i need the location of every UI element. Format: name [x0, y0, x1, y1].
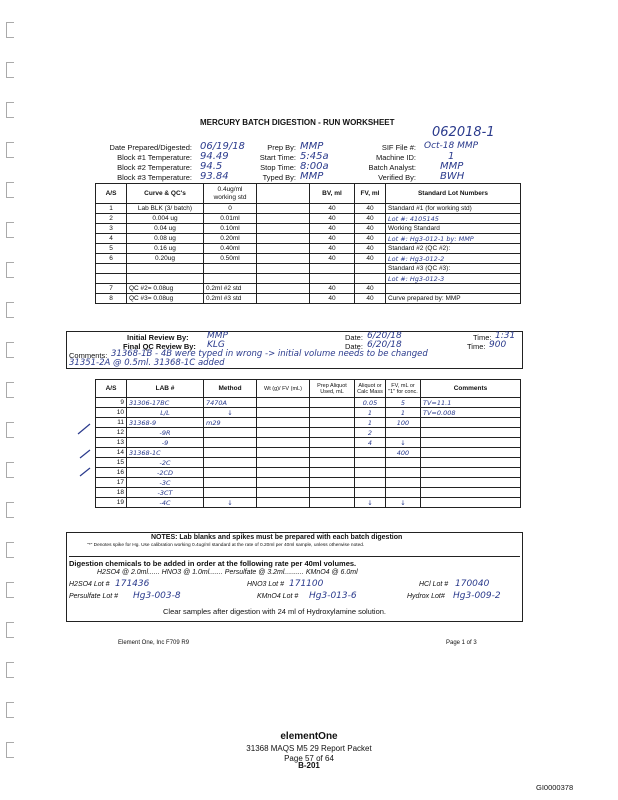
cell: ↓: [204, 408, 257, 418]
cell: [310, 408, 355, 418]
clear-line: Clear samples after digestion with 24 ml of Hydroxylamine solution.: [163, 607, 387, 616]
cell: [204, 478, 257, 488]
table-row: [96, 204, 521, 214]
table-row: [96, 428, 521, 438]
packet-title: 31368 MAQS M5 29 Report Packet: [246, 744, 372, 753]
cell: [355, 458, 386, 468]
cell: [257, 408, 310, 418]
cell: [421, 498, 521, 508]
cell: -4C: [127, 498, 204, 508]
cell: [421, 488, 521, 498]
block2-value: 94.5: [200, 161, 223, 172]
persulfate-lot-value: Hg3-003-8: [133, 591, 181, 601]
table-row: [96, 284, 521, 294]
cell: 0.2ml #3 std: [204, 294, 257, 304]
cell: 0.04 ug: [127, 224, 204, 234]
cell: 0.10ml: [204, 224, 257, 234]
cell: 13: [96, 438, 127, 448]
cell: 1: [355, 418, 386, 428]
cell: 6: [96, 254, 127, 264]
cell: [204, 458, 257, 468]
cell: Standard #1 (for working std): [386, 204, 521, 214]
typed-by-label: Typed By:: [262, 173, 296, 182]
date2-label: Date:: [345, 342, 363, 351]
cell: 2: [355, 428, 386, 438]
cell: [310, 478, 355, 488]
cell: 40: [355, 244, 386, 254]
time1-label: Time:: [473, 333, 492, 342]
hno3-lot-label: HNO3 Lot #: [247, 581, 284, 588]
col-wt: Wt (g)/ FV (mL): [257, 380, 310, 398]
cell: Lot #: Hg3-012-1 by: MMP: [386, 234, 521, 244]
sample-table: [95, 379, 521, 508]
std-col-as: A/S: [96, 184, 127, 204]
page-title: MERCURY BATCH DIGESTION - RUN WORKSHEET: [200, 118, 395, 127]
table-row: [96, 438, 521, 448]
cell: [386, 458, 421, 468]
cell: -9R: [127, 428, 204, 438]
cell: [421, 468, 521, 478]
cell: 0.20ml: [204, 234, 257, 244]
cell: -9: [127, 438, 204, 448]
cell: m29: [204, 418, 257, 428]
block2-label: Block #2 Temperature:: [117, 163, 192, 172]
analyst-label: Batch Analyst:: [368, 163, 416, 172]
review-block: [66, 331, 523, 369]
start-time-label: Start Time:: [259, 153, 296, 162]
cell: [310, 274, 355, 284]
verified-value: BWH: [440, 171, 465, 182]
cell: [127, 264, 204, 274]
table-row: [96, 488, 521, 498]
cell: [204, 274, 257, 284]
std-col-fv: FV, ml: [355, 184, 386, 204]
time2-label: Time:: [467, 342, 486, 351]
cell: [355, 488, 386, 498]
cell: 31306-17BC: [127, 398, 204, 408]
cell: [257, 234, 310, 244]
cell: ↓: [204, 498, 257, 508]
col-aliq: Aliquot or Calc Mass: [355, 380, 386, 398]
cell: [310, 418, 355, 428]
cell: 40: [355, 284, 386, 294]
cell: ↓: [386, 438, 421, 448]
col-method: Method: [204, 380, 257, 398]
table-row: [96, 254, 521, 264]
cell: [204, 468, 257, 478]
date-prepared-label: Date Prepared/Digested:: [109, 143, 192, 152]
cell: 40: [310, 204, 355, 214]
cell: 40: [355, 204, 386, 214]
cell: TV=11.1: [421, 398, 521, 408]
cell: [355, 468, 386, 478]
std-col-bv: BV, ml: [310, 184, 355, 204]
prep-by-value: MMP: [300, 141, 324, 152]
machine-value: 1: [448, 151, 455, 162]
cell: Lot #: 4105145: [386, 214, 521, 224]
cell: [310, 448, 355, 458]
cell: 0.01ml: [204, 214, 257, 224]
cell: 0.2ml #2 std: [204, 284, 257, 294]
cell: 5: [96, 244, 127, 254]
cell: 4: [355, 438, 386, 448]
cell: [257, 214, 310, 224]
cell: -2CD: [127, 468, 204, 478]
cell: [204, 264, 257, 274]
sif-value: Oct-18 MMP: [424, 141, 479, 151]
cell: 2: [96, 214, 127, 224]
sif-label: SIF File #:: [381, 143, 416, 152]
cell: [257, 398, 310, 408]
cell: [257, 478, 310, 488]
cell: [310, 468, 355, 478]
margin-slash-marks: [72, 418, 98, 478]
std-col-ws: 0.4ug/ml working std: [204, 184, 257, 204]
block3-label: Block #3 Temperature:: [117, 173, 192, 182]
cell: QC #3= 0.08ug: [127, 294, 204, 304]
final-review-label: Final QC Review By:: [123, 342, 196, 351]
cell: [355, 274, 386, 284]
cell: 40: [355, 234, 386, 244]
gi-number: GI0000378: [536, 783, 574, 792]
cell: [257, 244, 310, 254]
hno3-lot-value: 171100: [289, 579, 324, 589]
cell: [257, 264, 310, 274]
cell: 15: [96, 458, 127, 468]
cell: [386, 478, 421, 488]
h2so4-lot-value: 171436: [115, 579, 150, 589]
cell: [257, 438, 310, 448]
col-fv: FV, mL or "1" for conc.: [386, 380, 421, 398]
cell: 31368-1C: [127, 448, 204, 458]
cell: L/L: [127, 408, 204, 418]
std-col-blank1: [257, 184, 310, 204]
standards-table: [95, 183, 521, 304]
cell: [257, 224, 310, 234]
cell: [310, 498, 355, 508]
cell: 31368-9: [127, 418, 204, 428]
cell: [421, 428, 521, 438]
stop-time-label: Stop Time:: [260, 163, 296, 172]
std-col-lot: Standard Lot Numbers: [386, 184, 521, 204]
hydrox-lot-label: Hydrox Lot#: [407, 593, 445, 600]
machine-label: Machine ID:: [375, 153, 416, 162]
persulfate-lot-label: Persulfate Lot #: [69, 593, 119, 600]
cell: [204, 438, 257, 448]
worksheet-id: 062018-1: [432, 125, 495, 140]
cell: [204, 428, 257, 438]
cell: 11: [96, 418, 127, 428]
cell: 7470A: [204, 398, 257, 408]
cell: 18: [96, 488, 127, 498]
cell: [386, 488, 421, 498]
cell: [257, 468, 310, 478]
cell: 17: [96, 478, 127, 488]
table-row: [96, 214, 521, 224]
kmno4-lot-value: Hg3-013-6: [309, 591, 357, 601]
cell: 1: [96, 204, 127, 214]
cell: 40: [355, 214, 386, 224]
cell: 40: [355, 294, 386, 304]
hcl-lot-value: 170040: [455, 579, 490, 589]
col-as: A/S: [96, 380, 127, 398]
table-row: [96, 468, 521, 478]
cell: -3CT: [127, 488, 204, 498]
cell: 40: [310, 214, 355, 224]
cell: [127, 274, 204, 284]
stop-time-value: 8:00a: [300, 161, 329, 172]
cell: [355, 448, 386, 458]
cell: [257, 458, 310, 468]
cell: 14: [96, 448, 127, 458]
notes-block: [66, 532, 523, 622]
cell: Curve prepared by: MMP: [386, 294, 521, 304]
cell: 3: [96, 224, 127, 234]
cell: 1: [355, 408, 386, 418]
cell: 0.004 ug: [127, 214, 204, 224]
cell: [204, 488, 257, 498]
cell: [421, 418, 521, 428]
cell: Standard #2 (QC #2):: [386, 244, 521, 254]
final-review-value: KLG: [207, 340, 225, 350]
cell: 40: [310, 294, 355, 304]
date-prepared-value: 06/19/18: [200, 141, 245, 152]
cell: Working Standard: [386, 224, 521, 234]
date1-label: Date:: [345, 333, 363, 342]
cell: 40: [310, 284, 355, 294]
table-row: [96, 408, 521, 418]
typed-by-value: MMP: [300, 171, 324, 182]
start-time-value: 5:45a: [300, 151, 329, 162]
cell: 7: [96, 284, 127, 294]
cell: 8: [96, 294, 127, 304]
cell: [96, 264, 127, 274]
table-row: [96, 234, 521, 244]
time1-value: 1:31: [495, 331, 516, 341]
table-row: [96, 478, 521, 488]
cell: [257, 498, 310, 508]
block3-value: 93.84: [200, 171, 229, 182]
cell: [386, 284, 521, 294]
cell: 16: [96, 468, 127, 478]
table-row: [96, 448, 521, 458]
cell: Standard #3 (QC #3):: [386, 264, 521, 274]
cell: 100: [386, 418, 421, 428]
cell: [386, 428, 421, 438]
cell: 5: [386, 398, 421, 408]
table-row: [96, 398, 521, 408]
cell: 1: [386, 408, 421, 418]
cell: 40: [310, 224, 355, 234]
std-col-curve: Curve & QC's: [127, 184, 204, 204]
analyst-value: MMP: [440, 161, 464, 172]
cell: [310, 488, 355, 498]
cell: [257, 274, 310, 284]
cell: 9: [96, 398, 127, 408]
cell: 40: [355, 224, 386, 234]
col-lab: LAB #: [127, 380, 204, 398]
cell: [96, 274, 127, 284]
cell: 12: [96, 428, 127, 438]
packet-page: Page 57 of 64: [284, 754, 334, 763]
block1-value: 94.49: [200, 151, 229, 162]
comments-line2: 31351-2A @ 0.5ml. 31368-1C added: [69, 358, 225, 368]
cell: -3C: [127, 478, 204, 488]
cell: 10: [96, 408, 127, 418]
cell: [355, 264, 386, 274]
bates-code: B-201: [298, 761, 320, 770]
comments-label: Comments:: [69, 351, 108, 360]
cell: [257, 428, 310, 438]
spike-line: "*" Denotes spike for Hg. Use calibration working 0.4ug/ml standard at the rate of 0.20ml per 40ml sample, unless otherwise noted.: [87, 543, 365, 548]
comments-line1: 31368-1B - 4B were typed in wrong -> initial volume needs to be changed: [111, 349, 428, 359]
cell: [421, 448, 521, 458]
chem-rates: H2SO4 @ 2.0ml...... HNO3 @ 1.0ml....... Persulfate @ 3.2ml.......... KMnO4 @ 6.0ml: [97, 569, 358, 576]
date2-value: 6/20/18: [367, 340, 402, 350]
cell: Lot #: Hg3-012-2: [386, 254, 521, 264]
table-row: [96, 458, 521, 468]
cell: 40: [310, 254, 355, 264]
verified-label: Verified By:: [378, 173, 416, 182]
cell: 0.50ml: [204, 254, 257, 264]
table-row: [96, 294, 521, 304]
cell: ↓: [386, 498, 421, 508]
cell: Lab BLK (3/ batch): [127, 204, 204, 214]
cell: 4: [96, 234, 127, 244]
date1-value: 6/20/18: [367, 331, 402, 341]
table-row: [96, 274, 521, 284]
cell: [257, 448, 310, 458]
cell: -2C: [127, 458, 204, 468]
hcl-lot-label: HCl Lot #: [419, 581, 449, 588]
initial-review-label: Initial Review By:: [127, 333, 189, 342]
kmno4-lot-label: KMnO4 Lot #: [257, 593, 299, 600]
cell: [386, 468, 421, 478]
cell: [257, 488, 310, 498]
hydrox-lot-value: Hg3-009-2: [453, 591, 501, 601]
cell: [257, 294, 310, 304]
cell: [257, 284, 310, 294]
h2so4-lot-label: H2SO4 Lot #: [69, 581, 110, 588]
cell: [204, 448, 257, 458]
cell: 40: [355, 254, 386, 264]
cell: 0.08 ug: [127, 234, 204, 244]
cell: [310, 264, 355, 274]
cell: Lot #: Hg3-012-3: [386, 274, 521, 284]
cell: QC #2= 0.08ug: [127, 284, 204, 294]
cell: 40: [310, 244, 355, 254]
prep-by-label: Prep By:: [267, 143, 296, 152]
cell: [310, 428, 355, 438]
cell: 0.20ug: [127, 254, 204, 264]
cell: ↓: [355, 498, 386, 508]
table-row: [96, 498, 521, 508]
cell: [421, 478, 521, 488]
cell: [310, 438, 355, 448]
cell: [257, 254, 310, 264]
col-comments: Comments: [421, 380, 521, 398]
table-row: [96, 244, 521, 254]
cell: [310, 458, 355, 468]
cell: [310, 398, 355, 408]
cell: [421, 438, 521, 448]
cell: 40: [310, 234, 355, 244]
block1-label: Block #1 Temperature:: [117, 153, 192, 162]
cell: [257, 204, 310, 214]
cell: 19: [96, 498, 127, 508]
brand-logo: elementOne: [280, 731, 338, 742]
initial-review-value: MMP: [207, 331, 228, 341]
table-row: [96, 264, 521, 274]
chem-title: Digestion chemicals to be added in order at the following rate per 40ml volumes.: [69, 556, 520, 568]
cell: [355, 478, 386, 488]
page-of: Page 1 of 3: [446, 640, 477, 646]
cell: 0.16 ug: [127, 244, 204, 254]
time2-value: 900: [489, 340, 507, 350]
cell: 0: [204, 204, 257, 214]
table-row: [96, 418, 521, 428]
form-id: Element One, Inc F709 R9: [118, 640, 190, 646]
col-prep: Prep Aliquot Used, mL: [310, 380, 355, 398]
table-row: [96, 224, 521, 234]
cell: TV=0.008: [421, 408, 521, 418]
cell: 0.05: [355, 398, 386, 408]
cell: 0.40ml: [204, 244, 257, 254]
cell: [257, 418, 310, 428]
cell: 400: [386, 448, 421, 458]
cell: [421, 458, 521, 468]
notes-line: NOTES: Lab blanks and spikes must be prepared with each batch digestion: [151, 534, 403, 541]
